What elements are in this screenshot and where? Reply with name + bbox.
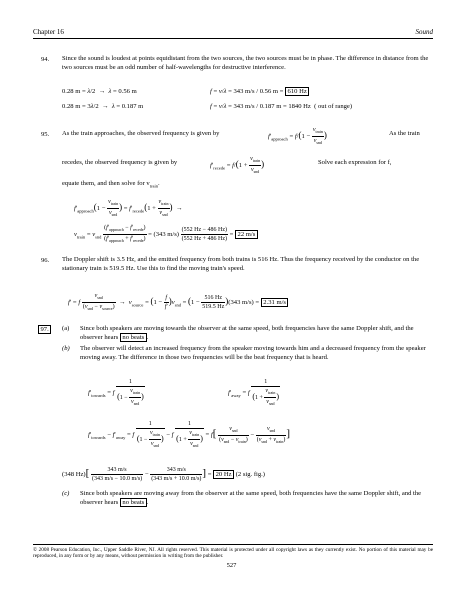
problem-97a-text: Since both speakers are moving towards the observer at the same speed, both frequencies have the same Doppler shift, and the observer hears no beats . bbox=[80, 325, 414, 341]
problem-97b-numeric: (348 Hz)[ $\frac{343 m/s}{(343 m/s - 10.0 m/s)}$ − $\frac{343 m/s}{(343 m/s + 10.0 m/s)}$ ] = 20 Hz (2 sig. fig.) bbox=[62, 467, 265, 482]
problem-94-eq2-left: 0.28 m = 3λ/2 → λ = 0.187 m bbox=[62, 103, 144, 110]
formula-f-approach: $f'_{approach} = f/(1$ − $\frac{v_{train}}{v_{snd}}$ ) bbox=[268, 127, 327, 146]
chapter-label: Chapter 16 bbox=[33, 28, 64, 36]
footer-rule bbox=[33, 544, 433, 545]
formula-f-recede: $f'_{recede} = f/(1$ + $\frac{v_{train}}{v_{snd}}$ ) bbox=[210, 156, 265, 175]
problem-96-eq: f′ = f $\frac{v_{snd}}{(v_{snd} - v_{source})}$ → $v_{source} = (1$ − $\frac{f}{f'}$ )$v_{snd} = (1$ − $\frac{516 Hz}{519.5 Hz}$ )(343 m/s) = 2.31 m/s bbox=[68, 292, 288, 313]
sig-fig-note: (2 sig. fig.) bbox=[235, 471, 265, 479]
copyright-notice: © 2008 Pearson Education, Inc., Upper Saddle River, NJ. All rights reserved. This material is protected under all copyright laws as they currently exist. No portion of this material may be reproduced, in any form or by any means, without permission in writing from the publisher. bbox=[33, 547, 433, 560]
answer-box-20hz: 20 Hz bbox=[213, 470, 234, 479]
problem-95-text2: recedes, the observed frequency is given by bbox=[62, 159, 178, 166]
page-number: 527 bbox=[226, 562, 237, 569]
problem-95-equate: $f'_{approach}(1$ − $\frac{v_{train}}{v_{snd}}$ ) = $f'_{recede}(1$ + $\frac{v_{train}}{v_{snd}}$ ) → bbox=[74, 199, 183, 218]
problem-94-eq1-left: 0.28 m = λ/2 → λ = 0.56 m bbox=[62, 88, 137, 95]
section-label: Sound bbox=[415, 28, 433, 36]
problem-95-text3: equate them, and then solve for $v_{train}$. bbox=[62, 180, 160, 189]
problem-97b-diff: $f'_{towards} - f'_{away} = f$ 1 (1 − $\frac{v_{train}}{v_{snd}}$ ) − f 1 (1 + $\frac{v_{train}}{v_{snd}}$ ) = f[ $\frac{v_{snd}}{(v_{snd} - v_{train})}$ − $\frac{v_{snd}}{(v_{snd} + v_{train})}$ ] bbox=[88, 421, 291, 449]
answer-box-no-beats-c: no beats bbox=[120, 498, 147, 507]
problem-96-number: 96. bbox=[41, 257, 50, 264]
answer-box-610hz: 610 Hz bbox=[285, 87, 309, 96]
problem-97-number: 97. bbox=[38, 325, 51, 334]
problem-97a-label: (a) bbox=[62, 325, 70, 332]
problem-94-number: 94. bbox=[41, 56, 50, 63]
problem-95-solve: $v_{train} = v_{snd}$ $\frac{(f'_{approach} - f'_{recede})}{(f'_{approach} + f'_{recede})}$ = (343 m/s) $\frac{(552 Hz - 486 Hz)}{(552 Hz + 486 Hz)}$ = 22 m/s bbox=[74, 224, 258, 245]
problem-95-text1: As the train approaches, the observed frequency is given by bbox=[62, 130, 220, 137]
problem-95-text2-end: Solve each expression for f, bbox=[318, 159, 392, 166]
problem-96-text: The Doppler shift is 3.5 Hz, and the emitted frequency from both trains is 516 Hz. Thus the frequency received by the conductor on the stationary train is 519.5 Hz. Use this to find the moving train's speed. bbox=[62, 256, 420, 272]
problem-97c-label: (c) bbox=[62, 490, 70, 497]
answer-box-no-beats-a: no beats bbox=[120, 333, 147, 342]
problem-95-number: 95. bbox=[41, 131, 50, 138]
problem-94-text: Since the sound is loudest at points equidistant from the two sources, the two sources must be in phase. The difference in distance from the two sources must be an odd number of half-wavelengths for destructive interference. bbox=[62, 55, 429, 71]
answer-box-231ms: 2.31 m/s bbox=[261, 298, 289, 307]
formula-f-away: $f'_{away} = f$ 1 (1 + $\frac{v_{train}}{v_{snd}}$ ) bbox=[228, 379, 280, 407]
answer-box-22ms: 22 m/s bbox=[235, 230, 258, 239]
problem-95-text1-end: As the train bbox=[389, 130, 420, 137]
problem-97c-text: Since both speakers are moving away from the observer at the same speed, both frequencies have the same Doppler shift, and the observer hears no beats . bbox=[80, 490, 422, 506]
problem-94-eq1-right: f = v/λ = 343 m/s / 0.56 m = 610 Hz bbox=[210, 88, 309, 96]
header-rule bbox=[33, 38, 433, 39]
problem-94-eq2-right: f = v/λ = 343 m/s / 0.187 m = 1840 Hz ( out of range) bbox=[210, 103, 353, 110]
problem-97b-label: (b) bbox=[62, 345, 70, 352]
formula-f-towards: $f'_{towards} = f$ 1 (1 − $\frac{v_{train}}{v_{snd}}$ ) bbox=[88, 379, 144, 407]
problem-97b-text: The observer will detect an increased frequency from the speaker moving towards him and a decreased frequency from the speaker moving away. The difference in those two frequencies will be the beat frequency that is heard. bbox=[80, 345, 426, 361]
